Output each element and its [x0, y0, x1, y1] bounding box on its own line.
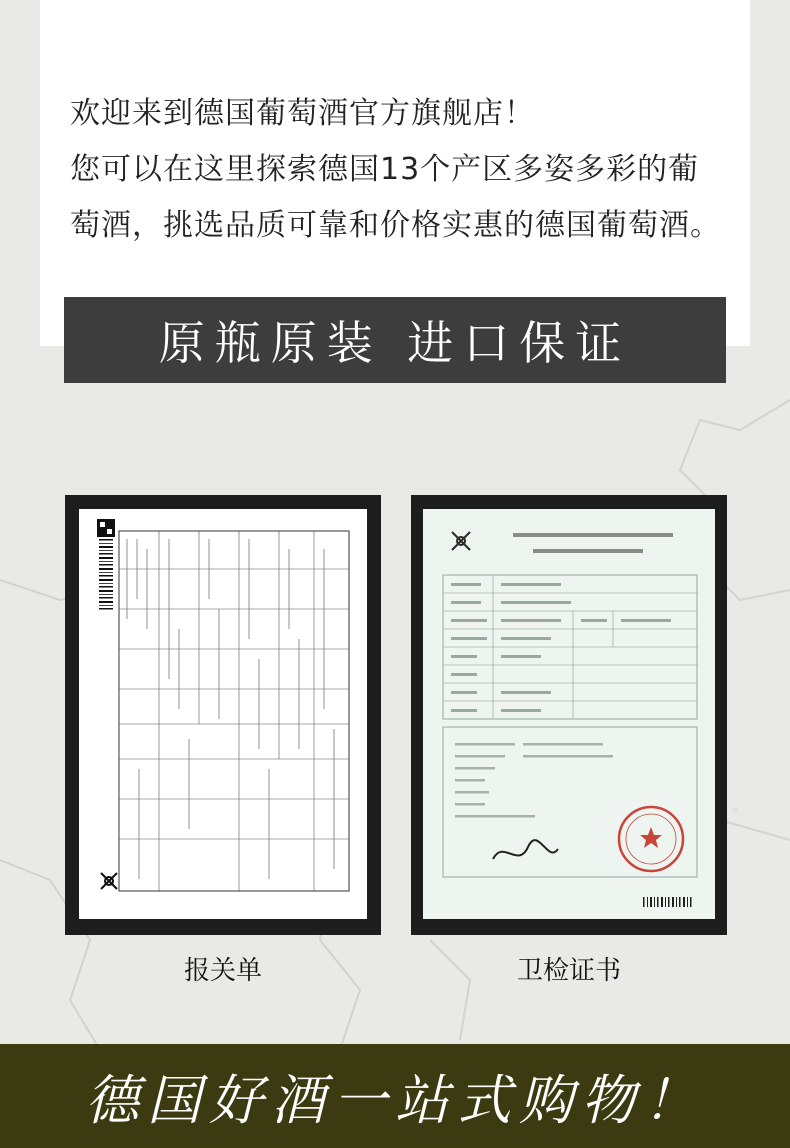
footer-slogan: 德国好酒一站式购物！: [85, 1068, 705, 1132]
intro-card: [40, 0, 750, 346]
health-certificate-image: [423, 509, 715, 919]
guarantee-banner: [64, 297, 726, 383]
intro-line-welcome: 欢迎来到德国葡萄酒官方旗舰店！: [70, 96, 535, 131]
banner-title: 原瓶原装 进口保证: [158, 316, 632, 370]
health-certificate-frame: [411, 495, 727, 935]
footer-banner: [0, 1044, 790, 1148]
customs-declaration-image: [79, 509, 367, 919]
customs-declaration-caption: 报关单: [183, 956, 262, 986]
intro-text: [70, 86, 730, 254]
intro-line-select: 萄酒，挑选品质可靠和价格实惠的德国葡萄酒。: [70, 208, 721, 243]
intro-line-explore: 您可以在这里探索德国13个产区多姿多彩的葡: [70, 152, 700, 187]
customs-declaration-frame: [65, 495, 381, 935]
health-certificate-caption: 卫检证书: [516, 956, 621, 986]
